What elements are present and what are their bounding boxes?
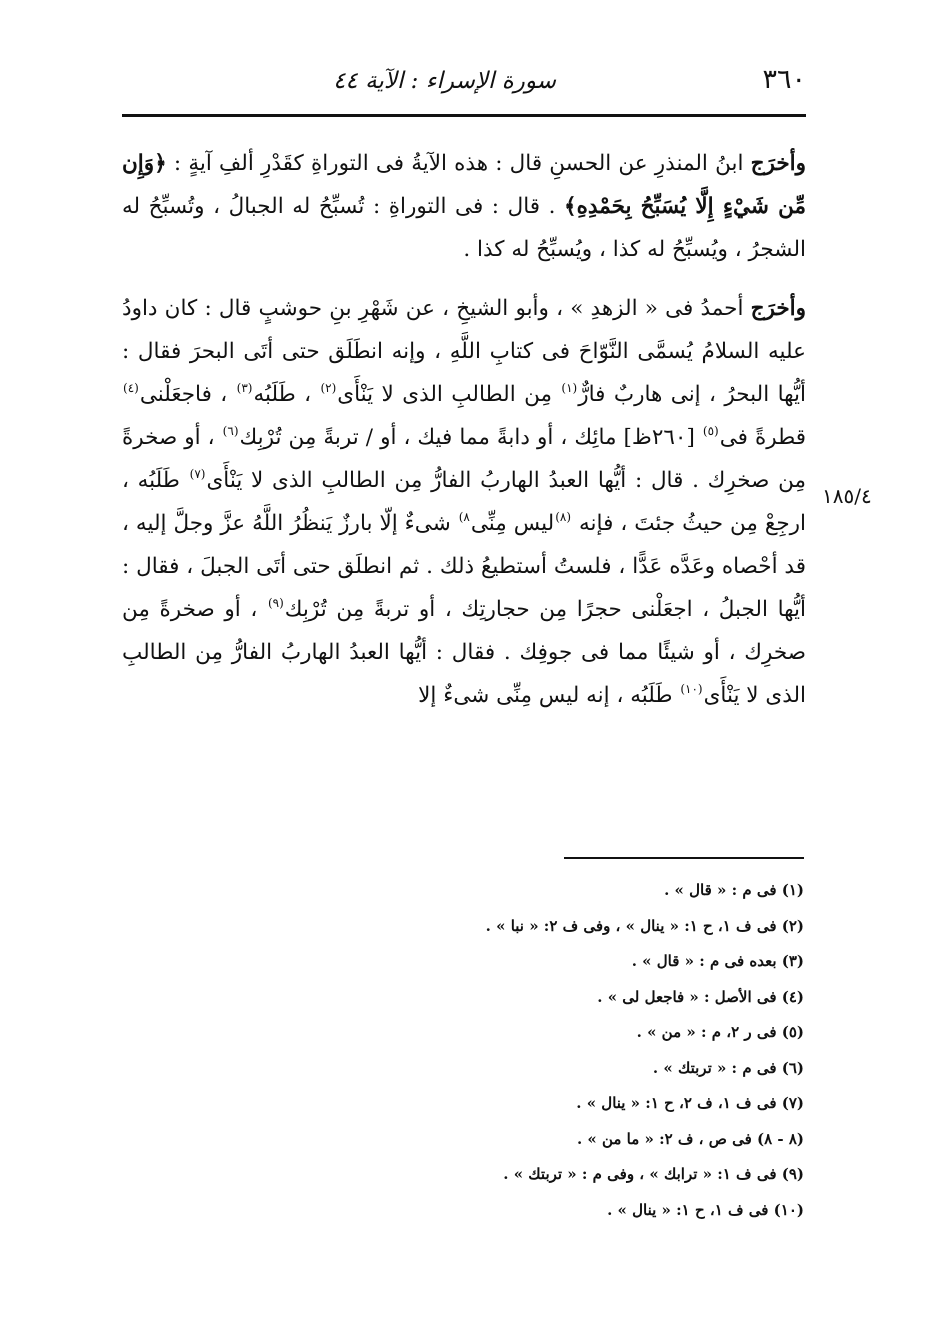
text-segment: ، أو صخرةً مِن صخرِك ، أو شيئًا مما فى جوفِك . فقال : أيُّها العبدُ الهاربُ الفارُّ مِن الطالبِ الذى لا يَنْأَى bbox=[122, 597, 806, 708]
footnote-ref: (٣) bbox=[236, 381, 253, 395]
text-segment: أحمدُ فى « الزهدِ » ، وأبو الشيخِ ، عن شَهْرِ بنِ حوشبٍ قال : كان داودُ عليه السلامُ يُسمَّى النَّوّاحَ فى كتابِ اللَّهِ ، وإنه انطَلَق حتى أتَى البحرَ فقال : أيُّها البحرُ ، إنى هاربٌ فارٌّ bbox=[122, 296, 807, 407]
text-segment: ، أو صخرةً مِن صخرِك . قال : أيُّها العبدُ الهاربُ الفارُّ مِن الطالبِ الذى لا يَنْأَى bbox=[122, 425, 806, 493]
text-segment: شىءٌ إلّا بارزٌ يَنظُرُ اللَّهُ عزَّ وجلَّ إليه ، قد أحْصاه وعَدَّه عَدًّا ، فلستُ أستطيعُ ذلك . ثم انطلَق حتى أتَى الجبلَ ، فقال : أيُّها الجبلُ ، اجعَلْنى حجرًا مِن حجارتِك ، أو تربةً مِن تُرْبِك bbox=[122, 511, 806, 622]
text-segment: ابنُ المنذرِ عن الحسنِ قال : هذه الآيةُ فى التوراةِ كقَدْرِ ألفِ آيةٍ : bbox=[166, 151, 751, 176]
volume-page-marker: ١٨٥/٤ bbox=[822, 484, 872, 508]
quran-quote: ﴿وَإِن مِّن شَيْءٍ إِلَّا يُسَبِّحُ بِحَمْدِهِ﴾ bbox=[122, 151, 806, 219]
footnote-ref: (٥) bbox=[702, 424, 719, 438]
footnote: (٥) فى ر ٢، م : « من » . bbox=[636, 1023, 804, 1041]
page-header bbox=[122, 60, 806, 110]
paragraph bbox=[122, 287, 806, 717]
footnote: (٣) بعده فى م : « قال » . bbox=[631, 952, 804, 970]
footnotes bbox=[300, 873, 804, 1228]
text-segment: ، طَلَبُه bbox=[253, 382, 320, 407]
paragraph-lead: وأخرَج bbox=[750, 296, 806, 321]
text-segment: طَلَبُه ، ارجِعْ مِن حيثُ جئتَ ، فإنه bbox=[122, 468, 806, 536]
text-segment: [٢٦٠ظ] مائِك ، أو دابةً مما فيك ، أو / تربةً مِن تُرْبِك bbox=[239, 425, 702, 450]
footnote-ref: (١) bbox=[561, 381, 578, 395]
footnote: (١) فى م : « قال » . bbox=[664, 881, 804, 899]
text-segment: مِن الطالبِ الذى لا يَنْأَى bbox=[337, 382, 561, 407]
page-number: ٣٦٠ bbox=[762, 64, 806, 95]
footnote-ref: (١٠) bbox=[680, 682, 703, 696]
text-segment: طَلَبُه ، إنه ليس مِنِّى شىءٌ إلا bbox=[418, 683, 680, 708]
footnote-ref: ٨) bbox=[458, 510, 470, 524]
text-segment: . قال : فى التوراةِ : تُسبِّحُ له الجبالُ ، وتُسبِّحُ له الشجرُ ، ويُسبِّحُ له كذا ، ويُسبِّحُ له كذا . bbox=[122, 194, 806, 262]
footnote: (٦) فى م : « تربتك » . bbox=[652, 1058, 804, 1077]
footnote: (٤) فى الأصل : « فاجعل لى » . bbox=[597, 987, 804, 1006]
footnote-ref: (٩) bbox=[267, 596, 284, 610]
footnote-ref: (٢) bbox=[320, 381, 337, 395]
text-segment: قطرةً فى bbox=[719, 425, 806, 450]
body-text bbox=[122, 142, 806, 717]
footnote-ref: (٦) bbox=[222, 424, 239, 438]
footnote-ref: (٨) bbox=[555, 510, 572, 524]
footnote: (٩) فى ف ١: « ترابك » ، وفى م : « تربتك » . bbox=[503, 1165, 804, 1183]
footnote: (٧) فى ف ١، ف ٢، ح ١: « ينال » . bbox=[576, 1094, 804, 1112]
footnote: (٨ - ٨) فى ص ، ف ٢: « ما من » . bbox=[576, 1129, 804, 1148]
footnote-ref: (٤) bbox=[123, 381, 139, 395]
footnote: (١٠) فى ف ١، ح ١: « ينال » . bbox=[607, 1200, 804, 1219]
paragraph bbox=[122, 142, 806, 271]
paragraph-lead: وأخرَج bbox=[750, 151, 806, 176]
running-title: سورة الإسراء : الآية ٤٤ bbox=[333, 68, 556, 94]
footnote-ref: (٧) bbox=[189, 467, 206, 481]
text-segment: ، فاجعَلْنى bbox=[139, 382, 236, 407]
text-segment: ليس مِنِّى bbox=[470, 511, 555, 536]
header-rule bbox=[122, 114, 806, 117]
footnote: (٢) فى ف ١، ح ١: « ينال » ، وفى ف ٢: « نبا » . bbox=[485, 916, 804, 935]
footnote-separator bbox=[564, 857, 804, 859]
